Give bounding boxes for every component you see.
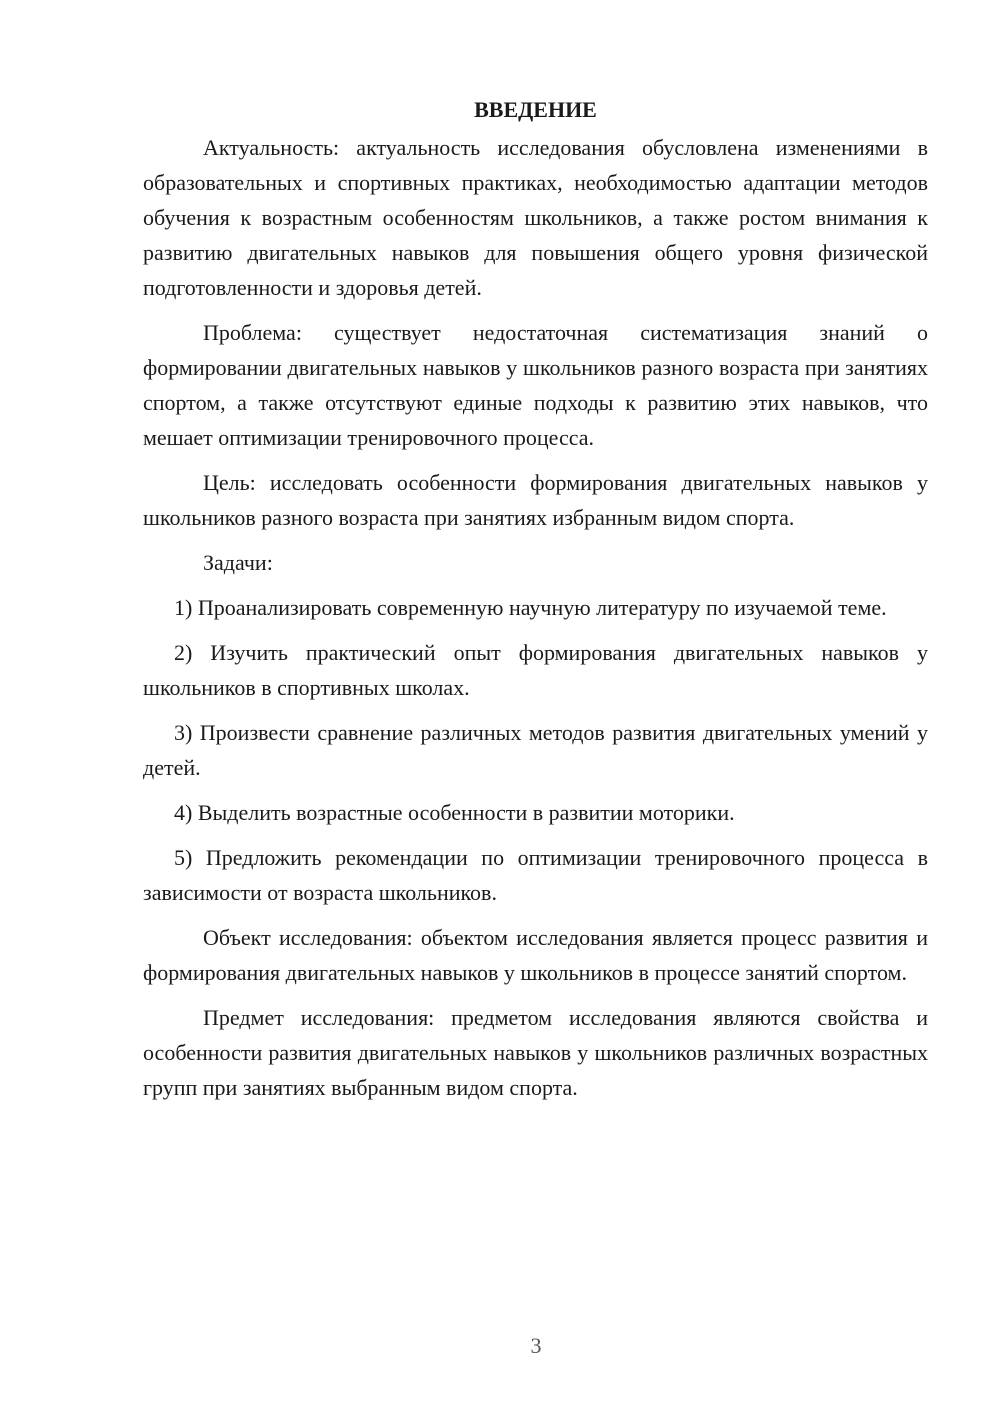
task-item: 3) Произвести сравнение различных методов развития двигательных умений у детей. <box>143 720 928 780</box>
paragraph-relevance: Актуальность: актуальность исследования обусловлена изменениями в образовательных и спортивных практиках, необходимостью адаптации методов обучения к возрастным особенностям школьников, а также ростом внимания к развитию двигательных навыков для повышения общего уровня физической подготовленности и здоровья детей. <box>143 135 928 300</box>
page-number: 3 <box>530 1333 542 1358</box>
task-item: 1) Проанализировать современную научную литературу по изучаемой теме. <box>174 595 887 620</box>
paragraph-subject: Предмет исследования: предметом исследования являются свойства и особенности развития двигательных навыков у школьников различных возрастных групп при занятиях выбранным видом спорта. <box>143 1005 928 1100</box>
task-item: 4) Выделить возрастные особенности в развитии моторики. <box>174 800 735 825</box>
page-title: ВВЕДЕНИЕ <box>474 97 597 122</box>
tasks-list <box>143 590 928 910</box>
task-item: 5) Предложить рекомендации по оптимизации тренировочного процесса в зависимости от возраста школьников. <box>143 845 928 905</box>
tasks-heading: Задачи: <box>203 550 273 575</box>
paragraph-problem: Проблема: существует недостаточная систематизация знаний о формировании двигательных навыков у школьников разного возраста при занятиях спортом, а также отсутствуют единые подходы к развитию этих навыков, что мешает оптимизации тренировочного процесса. <box>143 320 928 450</box>
paragraph-object: Объект исследования: объектом исследования является процесс развития и формирования двигательных навыков у школьников в процессе занятий спортом. <box>143 925 928 985</box>
paragraph-goal: Цель: исследовать особенности формирования двигательных навыков у школьников разного возраста при занятиях избранным видом спорта. <box>143 470 928 530</box>
task-item: 2) Изучить практический опыт формирования двигательных навыков у школьников в спортивных школах. <box>143 640 928 700</box>
page-content <box>143 92 928 1115</box>
